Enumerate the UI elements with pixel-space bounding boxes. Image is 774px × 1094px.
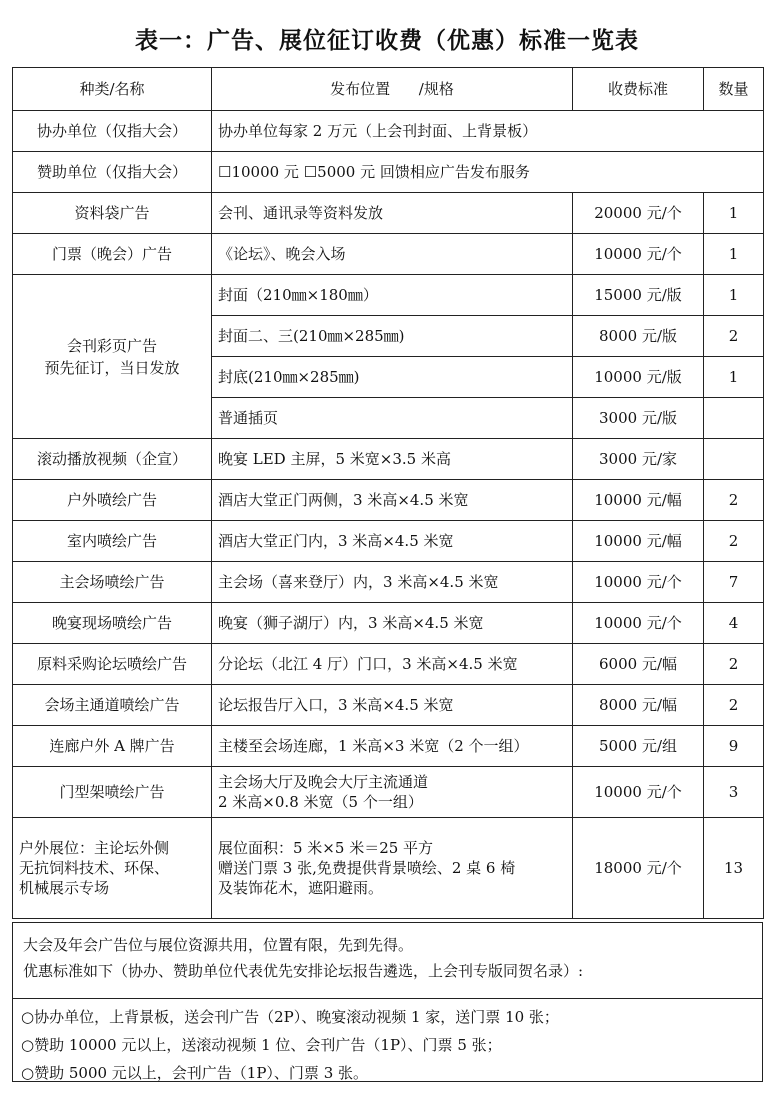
table-row [13, 275, 764, 316]
row-fee: 10000 元/版 [573, 357, 704, 398]
table-row [13, 726, 764, 767]
gate-position [212, 767, 573, 818]
fee-table [12, 67, 764, 919]
row-name: 原料采购论坛喷绘广告 [13, 644, 212, 685]
row-qty: 1 [704, 193, 764, 234]
row-position: 封面二、三(210㎜×285㎜) [212, 316, 573, 357]
row-qty: 9 [704, 726, 764, 767]
row-position: 晚宴（狮子湖厅）内，3 米高×4.5 米宽 [212, 603, 573, 644]
table-row [13, 521, 764, 562]
row-qty: 2 [704, 480, 764, 521]
notes-bottom [13, 999, 762, 1091]
row-position: 主楼至会场连廊，1 米高×3 米宽（2 个一组） [212, 726, 573, 767]
table-row [13, 234, 764, 275]
row-name: 门型架喷绘广告 [13, 767, 212, 818]
table-row [13, 685, 764, 726]
row-position: 封底(210㎜×285㎜) [212, 357, 573, 398]
color-page-name-line1: 会刊彩页广告 [66, 336, 157, 355]
booth-position-line3: 及装饰花木，遮阳避雨。 [218, 879, 384, 897]
row-qty: 2 [704, 521, 764, 562]
table-row [13, 562, 764, 603]
header-type: 种类/名称 [13, 68, 212, 111]
table-row [13, 152, 764, 193]
row-qty: 2 [704, 644, 764, 685]
row-fee: 18000 元/个 [573, 818, 704, 919]
row-position: 酒店大堂正门两侧，3 米高×4.5 米宽 [212, 480, 573, 521]
table-row [13, 767, 764, 818]
booth-name-line2: 无抗饲料技术、环保、 [19, 859, 170, 877]
page-title: 表一：广告、展位征订收费（优惠）标准一览表 [135, 28, 639, 54]
row-qty: 1 [704, 275, 764, 316]
row-qty: 1 [704, 234, 764, 275]
row-name: 主会场喷绘广告 [13, 562, 212, 603]
row-name: 会场主通道喷绘广告 [13, 685, 212, 726]
color-page-name-line2: 预先征订，当日发放 [44, 358, 180, 377]
header-fee: 收费标准 [573, 68, 704, 111]
row-name: 晚宴现场喷绘广告 [13, 603, 212, 644]
table-row [13, 111, 764, 152]
row-fee: 20000 元/个 [573, 193, 704, 234]
table-row [13, 480, 764, 521]
row-position: 会刊、通讯录等资料发放 [212, 193, 573, 234]
row-fee: 10000 元/个 [573, 234, 704, 275]
row-name: 连廊户外 A 牌广告 [13, 726, 212, 767]
row-fee: 10000 元/幅 [573, 480, 704, 521]
header-qty: 数量 [704, 68, 764, 111]
booth-position [212, 818, 573, 919]
table-row [13, 603, 764, 644]
row-name: 滚动播放视频（企宣） [13, 439, 212, 480]
booth-position-line2: 赠送门票 3 张,免费提供背景喷绘、2 桌 6 椅 [218, 859, 516, 877]
row-name: 赞助单位（仅指大会） [13, 152, 212, 193]
table-header-row [13, 68, 764, 111]
row-qty: 13 [704, 818, 764, 919]
booth-name-line3: 机械展示专场 [19, 879, 110, 897]
booth-name-line1: 户外展位：主论坛外侧 [19, 839, 170, 857]
row-position: 普通插页 [212, 398, 573, 439]
table-row [13, 439, 764, 480]
row-name: 协办单位（仅指大会） [13, 111, 212, 152]
row-position: 主会场（喜来登厅）内，3 米高×4.5 米宽 [212, 562, 573, 603]
row-qty: 2 [704, 685, 764, 726]
row-fee: 10000 元/个 [573, 767, 704, 818]
row-position: 晚宴 LED 主屏，5 米宽×3.5 米高 [212, 439, 573, 480]
note-line: ○赞助 10000 元以上，送滚动视频 1 位、会刊广告（1P）、门票 5 张； [21, 1036, 502, 1054]
row-name: 资料袋广告 [13, 193, 212, 234]
row-position: 封面（210㎜×180㎜） [212, 275, 573, 316]
row-qty: 3 [704, 767, 764, 818]
row-fee: 5000 元/组 [573, 726, 704, 767]
note-line: ○协办单位，上背景板，送会刊广告（2P）、晚宴滚动视频 1 家，送门票 10 张； [21, 1008, 559, 1026]
row-name: 室内喷绘广告 [13, 521, 212, 562]
row-qty: 7 [704, 562, 764, 603]
row-fee: 8000 元/幅 [573, 685, 704, 726]
row-fee: 8000 元/版 [573, 316, 704, 357]
row-qty: 1 [704, 357, 764, 398]
color-page-name [13, 275, 212, 439]
row-fee: 3000 元/版 [573, 398, 704, 439]
table-row [13, 193, 764, 234]
row-position: ☐10000 元 ☐5000 元 回馈相应广告发布服务 [212, 152, 764, 193]
booth-name [13, 818, 212, 919]
row-fee: 15000 元/版 [573, 275, 704, 316]
row-position: 酒店大堂正门内，3 米高×4.5 米宽 [212, 521, 573, 562]
row-position: 协办单位每家 2 万元（上会刊封面、上背景板） [212, 111, 764, 152]
row-qty: 2 [704, 316, 764, 357]
row-qty [704, 439, 764, 480]
notes-box [12, 922, 763, 1082]
row-fee: 10000 元/个 [573, 603, 704, 644]
note-line: ○赞助 5000 元以上，会刊广告（1P）、门票 3 张。 [21, 1064, 369, 1082]
header-position: 发布位置 /规格 [212, 68, 573, 111]
table-row [13, 818, 764, 919]
gate-position-line2: 2 米高×0.8 米宽（5 个一组） [218, 793, 423, 811]
gate-position-line1: 主会场大厅及晚会大厅主流通道 [218, 773, 429, 791]
row-position: 论坛报告厅入口，3 米高×4.5 米宽 [212, 685, 573, 726]
table-row [13, 644, 764, 685]
row-fee: 6000 元/幅 [573, 644, 704, 685]
row-fee: 10000 元/个 [573, 562, 704, 603]
note-line: 优惠标准如下（协办、赞助单位代表优先安排论坛报告遴选，上会刊专版同贺名录）: [23, 962, 584, 980]
row-qty: 4 [704, 603, 764, 644]
notes-top [13, 923, 762, 999]
row-fee: 10000 元/幅 [573, 521, 704, 562]
row-position: 分论坛（北江 4 厅）门口，3 米高×4.5 米宽 [212, 644, 573, 685]
row-name: 门票（晚会）广告 [13, 234, 212, 275]
booth-position-line1: 展位面积：5 米×5 米＝25 平方 [218, 839, 434, 857]
row-name: 户外喷绘广告 [13, 480, 212, 521]
row-qty [704, 398, 764, 439]
row-position: 《论坛》、晚会入场 [212, 234, 573, 275]
row-fee: 3000 元/家 [573, 439, 704, 480]
note-line: 大会及年会广告位与展位资源共用，位置有限，先到先得。 [23, 936, 414, 954]
